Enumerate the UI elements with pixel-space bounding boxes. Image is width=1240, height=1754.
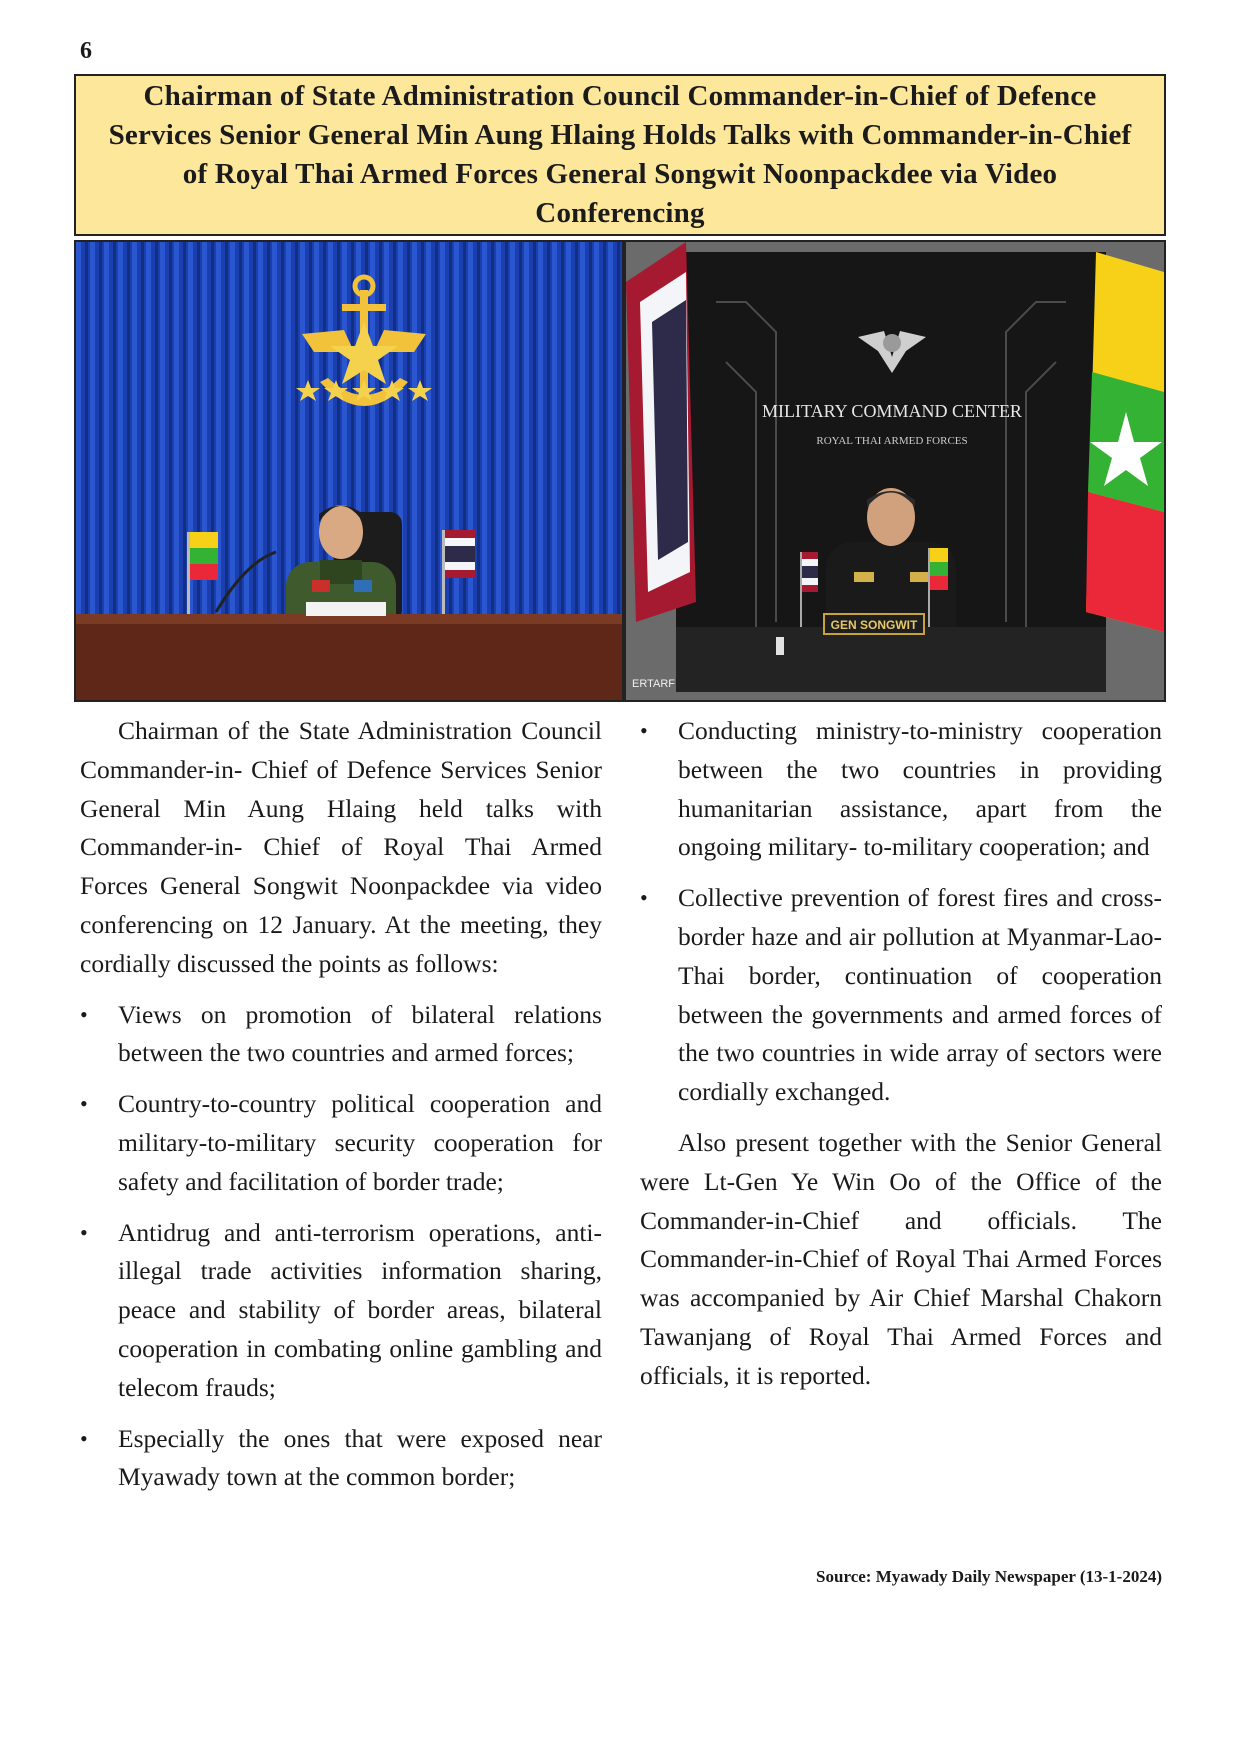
intro-paragraph: Chairman of the State Administration Council Commander-in- Chief of Defence Services Senior General Min Aung Hlaing held talks with Commander-in- Chief of Royal Thai Armed Forces General Songwit Noonpackdee via video conferencing on 12 January. At the meeting, they cordially discussed the points as follows: xyxy=(80,716,602,978)
photo-thai-commander-image xyxy=(626,242,1164,700)
source-credit: Source: Myawady Daily Newspaper (13-1-2024) xyxy=(816,1567,1162,1586)
closing-paragraph: Also present together with the Senior General were Lt-Gen Ye Win Oo of the Office of the Commander-in-Chief and officials. The Commander-in-Chief of Royal Thai Armed Forces was accompanied by Air Chief Marshal Chakorn Tawanjang of Royal Thai Armed Forces and officials, it is reported. xyxy=(640,1127,1162,1390)
myanmar-large-flag-icon xyxy=(1086,252,1164,632)
article-title-box xyxy=(74,74,1166,236)
list-item: • Collective prevention of forest fires and cross-border haze and air pollution at Myanmar-Lao-Thai border, continuation of cooperation between the governments and armed forces of the two countries in wide array of sectors were cordially exchanged. xyxy=(640,879,1162,1112)
command-center-sign: MILITARY COMMAND CENTER xyxy=(762,401,1022,421)
photo-senior-general-image xyxy=(76,242,622,700)
discussion-points-left xyxy=(80,996,602,1498)
article-column-right xyxy=(640,712,1162,1396)
article-title: Chairman of State Administration Council Commander-in-Chief of Defence Services Senior General Min Aung Hlaing Holds Talks with Commander-in-Chief of Royal Thai Armed Forces General Songwit Noonpackdee via Video Conferencing xyxy=(108,80,1132,229)
list-item: • Antidrug and anti-terrorism operations, anti-illegal trade activities information sharing, peace and stability of border areas, bilateral cooperation in combating online gambling and telecom frauds; xyxy=(80,1214,602,1408)
photo-senior-general xyxy=(76,242,622,700)
page-number: 6 xyxy=(80,38,92,64)
corner-label: ERTARF xyxy=(632,678,675,690)
list-item: • Especially the ones that were exposed near Myawady town at the common border; xyxy=(80,1420,602,1498)
list-item: • Country-to-country political cooperation and military-to-military security cooperation for safety and facilitation of border trade; xyxy=(80,1085,602,1201)
list-item: • Views on promotion of bilateral relations between the two countries and armed forces; xyxy=(80,996,602,1074)
nameplate: GEN SONGWIT xyxy=(830,618,918,632)
photo-frame xyxy=(74,240,1166,702)
article-column-left xyxy=(80,712,602,1497)
thailand-large-flag-icon xyxy=(626,242,696,622)
photo-thai-commander xyxy=(626,242,1164,700)
discussion-points-right xyxy=(640,712,1162,1112)
list-item: • Conducting ministry-to-ministry cooperation between the two countries in providing humanitarian assistance, apart from the ongoing military- to-military cooperation; and xyxy=(640,712,1162,867)
command-center-subsign: ROYAL THAI ARMED FORCES xyxy=(816,435,968,447)
